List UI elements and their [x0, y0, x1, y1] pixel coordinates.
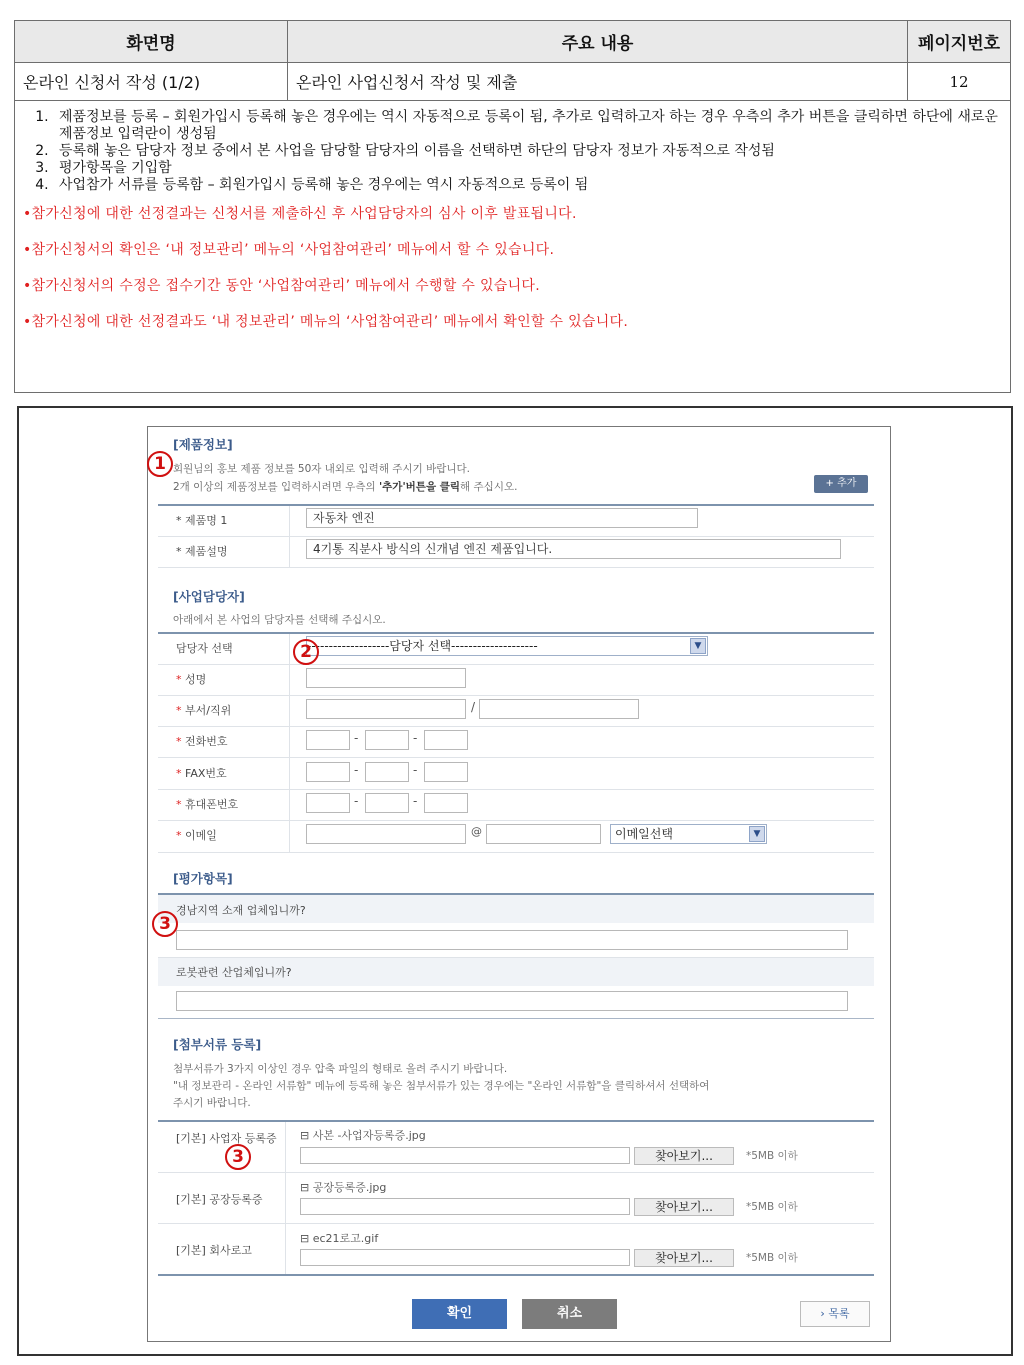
spec-description-row	[15, 101, 1011, 393]
email-label: * 이메일	[176, 829, 217, 842]
question-2: 로봇관련 산업체입니까?	[176, 966, 292, 979]
position-input[interactable]	[479, 699, 639, 719]
name-input[interactable]	[306, 668, 466, 688]
step-list	[53, 109, 1002, 194]
manager-desc: 아래에서 본 사업의 담당자를 선택해 주십시오.	[173, 614, 386, 626]
attachments-desc-3: 주시기 바랍니다.	[173, 1097, 251, 1109]
divider	[158, 1223, 874, 1224]
product-section-title: [제품정보]	[173, 437, 233, 452]
chevron-down-icon: ▼	[749, 826, 765, 842]
evaluation-section-title: [평가항목]	[173, 871, 233, 886]
divider	[158, 852, 874, 853]
spec-description	[15, 101, 1011, 393]
browse-button[interactable]: 찾아보기...	[634, 1147, 734, 1165]
dash-separator: -	[354, 794, 359, 808]
dash-separator: -	[413, 731, 418, 745]
dept-label: * 부서/직위	[176, 704, 232, 717]
product-desc-input[interactable]: 4기통 직분사 방식의 신개념 엔진 제품입니다.	[306, 539, 841, 559]
product-desc-1: 회원님의 홍보 제품 정보를 50자 내외로 입력해 주시기 바랍니다.	[173, 463, 470, 475]
manager-section-title: [사업담당자]	[173, 589, 245, 604]
divider	[158, 536, 874, 537]
document-icon: ⊟	[300, 1232, 310, 1245]
mobile-label: * 휴대폰번호	[176, 798, 239, 811]
add-product-button[interactable]: + 추가	[814, 475, 868, 493]
step-item: 4. 사업참가 서류를 등록함 – 회원가입시 등록해 놓은 경우에는 역시 자동적으로 등록이 됨	[53, 177, 1002, 194]
attachment-file[interactable]: ⊟ 사본 -사업자등록증.jpg	[300, 1129, 426, 1142]
header-page-number: 페이지번호	[908, 21, 1011, 63]
attachment-label: [기본] 사업자 등록증	[176, 1132, 277, 1145]
size-limit: *5MB 이하	[746, 1150, 798, 1162]
product-desc-2: 2개 이상의 제품정보를 입력하시려면 우측의 '추가'버튼을 클릭해 주십시오.	[173, 481, 518, 493]
note-item: •참가신청에 대한 선정결과는 신청서를 제출하신 후 사업담당자의 심사 이후 발표됩니다.	[23, 206, 577, 222]
notes	[23, 206, 1002, 331]
answer-1-input[interactable]	[176, 930, 848, 950]
attachment-label: [기본] 공장등록증	[176, 1193, 263, 1206]
at-separator: @	[471, 825, 482, 838]
size-limit: *5MB 이하	[746, 1201, 798, 1213]
dept-input[interactable]	[306, 699, 466, 719]
divider	[158, 504, 874, 506]
note-item: •참가신청서의 수정은 접수기간 동안 ‘사업참여관리’ 메뉴에서 수행할 수 있습니다.	[23, 278, 540, 294]
form-screenshot-frame	[17, 406, 1013, 1356]
product-desc-label: * 제품설명	[176, 545, 228, 558]
note-item: •참가신청서의 확인은 ‘내 정보관리’ 메뉴의 ‘사업참여관리’ 메뉴에서 할 수 있습니다.	[23, 242, 555, 258]
spec-table	[14, 20, 1011, 393]
document-icon: ⊟	[300, 1129, 310, 1142]
file-path-input[interactable]	[300, 1147, 630, 1164]
step-item: 1. 제품정보를 등록 – 회원가입시 등록해 놓은 경우에는 역시 자동적으로 등록이 됨, 추가로 입력하고자 하는 경우 우측의 추가 버튼을 클릭하면 하단에 새로운 제품정보 입력란이 생성됨	[53, 109, 1002, 143]
divider	[158, 820, 874, 821]
file-path-input[interactable]	[300, 1249, 630, 1266]
annotation-marker-2: 2	[293, 639, 319, 665]
dash-separator: -	[354, 731, 359, 745]
question-1: 경남지역 소재 업체입니까?	[176, 904, 306, 917]
attachment-file[interactable]: ⊟ 공장등록증.jpg	[300, 1181, 387, 1194]
answer-2-input[interactable]	[176, 991, 848, 1011]
fax-input-3[interactable]	[424, 762, 468, 782]
email-id-input[interactable]	[306, 824, 466, 844]
attachments-section-title: [첨부서류 등록]	[173, 1037, 262, 1052]
email-select[interactable]	[610, 824, 767, 844]
step-item: 2. 등록해 놓은 담당자 정보 중에서 본 사업을 담당할 담당자의 이름을 선택하면 하단의 담당자 정보가 자동적으로 작성됨	[53, 143, 1002, 160]
dash-separator: -	[413, 763, 418, 777]
fax-input-2[interactable]	[365, 762, 409, 782]
annotation-marker-1: 1	[147, 451, 173, 477]
confirm-button[interactable]: 확인	[412, 1299, 507, 1329]
mobile-input-3[interactable]	[424, 793, 468, 813]
attachments-desc-1: 첨부서류가 3가지 이상인 경우 압축 파일의 형태로 올려 주시기 바랍니다.	[173, 1063, 508, 1075]
divider	[158, 632, 874, 634]
name-label: * 성명	[176, 673, 207, 686]
phone-input-2[interactable]	[365, 730, 409, 750]
attachments-desc-2: "내 정보관리 - 온라인 서류함" 메뉴에 등록해 놓은 첨부서류가 있는 경우에는 "온라인 서류함"을 클릭하셔서 선택하여	[173, 1080, 710, 1092]
fax-label: * FAX번호	[176, 767, 227, 780]
product-name-label: * 제품명 1	[176, 514, 228, 527]
browse-button[interactable]: 찾아보기...	[634, 1198, 734, 1216]
dash-separator: -	[354, 763, 359, 777]
chevron-down-icon: ▼	[690, 638, 706, 654]
spec-info-row	[15, 63, 1011, 101]
document-icon: ⊟	[300, 1181, 310, 1194]
divider	[158, 1274, 874, 1276]
divider	[158, 664, 874, 665]
manager-select-value: -------------------담당자 선택--------------------	[307, 639, 538, 653]
header-main-content: 주요 내용	[288, 21, 908, 63]
divider	[158, 1018, 874, 1019]
list-button[interactable]: › 목록	[800, 1301, 870, 1327]
email-domain-input[interactable]	[486, 824, 601, 844]
cancel-button[interactable]: 취소	[522, 1299, 617, 1329]
phone-input-1[interactable]	[306, 730, 350, 750]
annotation-marker-3: 3	[152, 911, 178, 937]
note-item: •참가신청에 대한 선정결과도 ‘내 정보관리’ 메뉴의 ‘사업참여관리’ 메뉴에서 확인할 수 있습니다.	[23, 314, 629, 330]
mobile-input-2[interactable]	[365, 793, 409, 813]
attachment-label: [기본] 회사로고	[176, 1244, 252, 1257]
divider	[158, 1172, 874, 1173]
phone-label: * 전화번호	[176, 735, 228, 748]
divider	[158, 1120, 874, 1122]
main-content: 온라인 사업신청서 작성 및 제출	[288, 63, 908, 101]
manager-select[interactable]	[306, 636, 708, 656]
divider	[158, 789, 874, 790]
application-form	[147, 426, 891, 1342]
divider	[158, 757, 874, 758]
spec-header-row	[15, 21, 1011, 63]
size-limit: *5MB 이하	[746, 1252, 798, 1264]
annotation-marker-3b: 3	[225, 1144, 251, 1170]
file-path-input[interactable]	[300, 1198, 630, 1215]
product-name-input[interactable]: 자동차 엔진	[306, 508, 698, 528]
divider	[158, 726, 874, 727]
fax-input-1[interactable]	[306, 762, 350, 782]
divider	[158, 695, 874, 696]
step-item: 3. 평가항목을 기입함	[53, 160, 1002, 177]
phone-input-3[interactable]	[424, 730, 468, 750]
divider	[158, 567, 874, 568]
manager-select-label: 담당자 선택	[176, 642, 233, 655]
browse-button[interactable]: 찾아보기...	[634, 1249, 734, 1267]
email-select-value: 이메일선택	[615, 827, 673, 841]
divider	[289, 506, 290, 568]
dash-separator: -	[413, 794, 418, 808]
page-number: 12	[908, 63, 1011, 101]
attachment-file[interactable]: ⊟ ec21로고.gif	[300, 1232, 379, 1245]
screen-name: 온라인 신청서 작성 (1/2)	[15, 63, 288, 101]
slash-separator: /	[471, 700, 476, 714]
mobile-input-1[interactable]	[306, 793, 350, 813]
header-screen-name: 화면명	[15, 21, 288, 63]
